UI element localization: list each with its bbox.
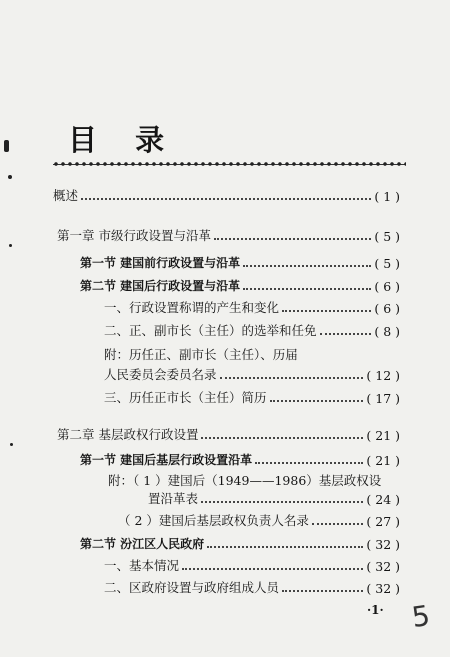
leader-dots bbox=[243, 265, 371, 267]
toc-appendix-line: 附：（ 1 ）建国后（1949——1986）基层政权设 bbox=[108, 473, 382, 488]
toc-subitem bbox=[148, 489, 400, 507]
page-title: 目 录 bbox=[68, 123, 179, 157]
toc-section bbox=[80, 253, 400, 271]
leader-dots bbox=[320, 333, 372, 335]
toc-entry-page: ( 8 ) bbox=[374, 324, 400, 339]
binding-mark bbox=[10, 443, 13, 446]
toc-entry-page: ( 6 ) bbox=[374, 301, 400, 316]
toc-subitem bbox=[104, 321, 400, 339]
leader-dots bbox=[182, 568, 363, 570]
toc-entry-page: ( 32 ) bbox=[366, 581, 400, 596]
toc-entry-text: 三、历任正市长（主任）简历 bbox=[104, 390, 267, 405]
toc-subitem bbox=[118, 511, 400, 529]
toc-entry-page: ( 21 ) bbox=[366, 453, 400, 468]
leader-dots bbox=[214, 238, 371, 240]
toc-appendix-line: 附：历任正、副市长（主任）、历届 bbox=[104, 347, 298, 362]
page-number: ·1· bbox=[367, 603, 384, 617]
leader-dots bbox=[201, 437, 363, 439]
toc-entry-text: 一、基本情况 bbox=[104, 558, 180, 573]
leader-dots bbox=[201, 501, 363, 503]
toc-entry-text: 第二节 建国后行政设置与沿革 bbox=[80, 279, 241, 293]
toc-entry-page: ( 21 ) bbox=[366, 428, 400, 443]
toc-entry-text: （ 2 ）建国后基层政权负责人名录 bbox=[118, 513, 309, 528]
toc-entry-page: ( 24 ) bbox=[366, 492, 400, 507]
toc-entry-text: 概述 bbox=[53, 188, 79, 203]
toc-subitem bbox=[104, 388, 400, 406]
toc-section bbox=[80, 276, 400, 294]
toc-entry-page: ( 5 ) bbox=[374, 229, 400, 244]
toc-entry-text: 第二章 基层政权行政设置 bbox=[57, 427, 199, 442]
toc-entry-page: ( 1 ) bbox=[374, 189, 400, 204]
toc-entry-text: 第一节 建国后基层行政设置沿革 bbox=[80, 453, 253, 467]
toc-entry-text: 人民委员会委员名录 bbox=[104, 367, 217, 382]
leader-dots bbox=[255, 462, 363, 464]
toc-entry-text: 一、行政设置称谓的产生和变化 bbox=[104, 300, 280, 315]
toc-entry bbox=[53, 186, 400, 204]
leader-dots bbox=[81, 198, 371, 200]
toc-entry-text: 置沿革表 bbox=[148, 491, 199, 506]
toc-entry-page: ( 27 ) bbox=[366, 514, 400, 529]
leader-dots bbox=[270, 400, 364, 402]
toc-entry-page: ( 17 ) bbox=[366, 391, 400, 406]
toc-entry-text: 第一节 建国前行政设置与沿革 bbox=[80, 256, 241, 270]
leader-dots bbox=[282, 310, 371, 312]
binding-mark bbox=[4, 140, 9, 152]
toc-chapter bbox=[57, 226, 400, 244]
binding-mark bbox=[9, 244, 12, 247]
toc-subitem bbox=[104, 556, 400, 574]
toc-entry-page: ( 6 ) bbox=[374, 279, 400, 294]
handwritten-mark: 5 bbox=[409, 598, 433, 635]
ornamental-divider bbox=[53, 160, 406, 169]
toc-entry-page: ( 5 ) bbox=[374, 256, 400, 271]
binding-mark bbox=[8, 175, 12, 179]
toc-entry-text: 第一章 市级行政设置与沿革 bbox=[57, 228, 211, 243]
leader-dots bbox=[312, 523, 363, 525]
toc-entry-text: 第二节 汾江区人民政府 bbox=[80, 537, 205, 551]
leader-dots bbox=[282, 590, 363, 592]
toc-chapter bbox=[57, 425, 400, 443]
toc-entry-page: ( 32 ) bbox=[366, 537, 400, 552]
leader-dots bbox=[220, 377, 364, 379]
toc-subitem bbox=[104, 298, 400, 316]
toc-entry-page: ( 32 ) bbox=[366, 559, 400, 574]
toc-entry-text: 二、区政府设置与政府组成人员 bbox=[104, 580, 280, 595]
leader-dots bbox=[243, 288, 371, 290]
toc-entry-text: 二、正、副市长（主任）的选举和任免 bbox=[104, 323, 317, 338]
leader-dots bbox=[207, 546, 363, 548]
toc-entry-page: ( 12 ) bbox=[366, 368, 400, 383]
toc-section bbox=[80, 450, 400, 468]
toc-section bbox=[80, 534, 400, 552]
toc-subitem bbox=[104, 365, 400, 383]
toc-subitem bbox=[104, 578, 400, 596]
